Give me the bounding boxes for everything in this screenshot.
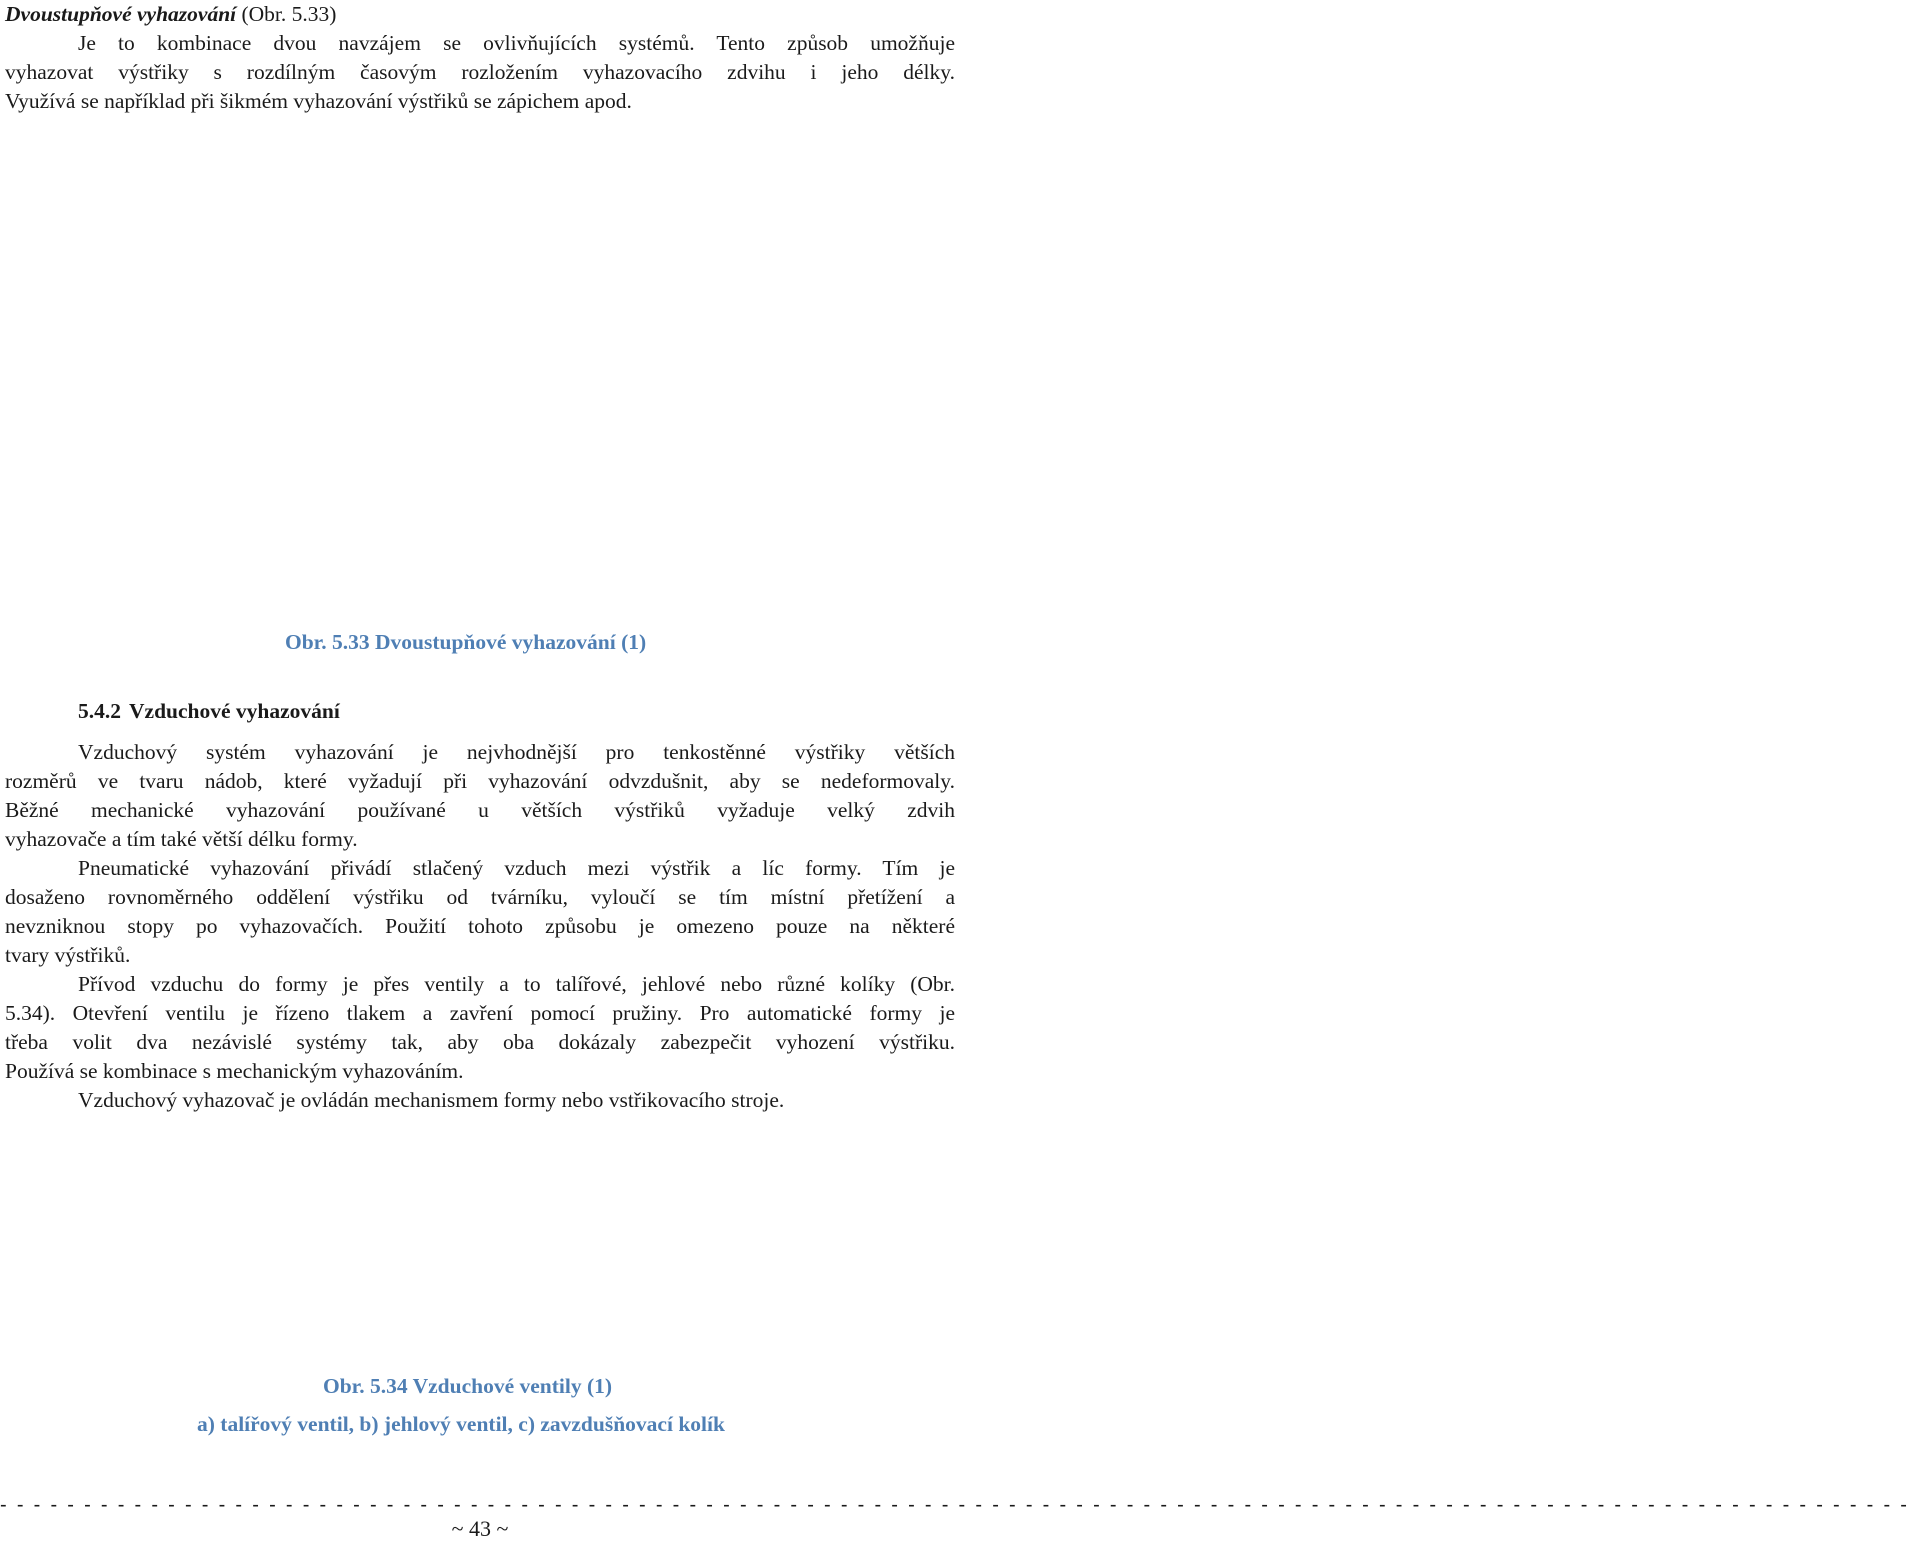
paragraph-line: Je to kombinace dvou navzájem se ovlivňujících systémů. Tento způsob umožňuje	[78, 31, 955, 55]
paragraph-line: Běžné mechanické vyhazování používané u větších výstřiků vyžaduje velký zdvih	[5, 798, 955, 822]
paragraph-line: Vzduchový vyhazovač je ovládán mechanismem formy nebo vstřikovacího stroje.	[78, 1088, 785, 1112]
paragraph-line: 5.34). Otevření ventilu je řízeno tlakem a zavření pomocí pružiny. Pro automatické formy je	[5, 1001, 955, 1025]
figure-5-33-caption: Obr. 5.33 Dvoustupňové vyhazování (1)	[285, 630, 647, 654]
paragraph-line: dosaženo rovnoměrného oddělení výstřiku od tvárníku, vyloučí se tím místní přetížení a	[5, 885, 955, 909]
paragraph-line: třeba volit dva nezávislé systémy tak, aby oba dokázaly zabezpečit vyhození výstřiku.	[5, 1030, 955, 1054]
page-number: ~ 43 ~	[451, 1516, 509, 1541]
paragraph-line: vyhazovače a tím také větší délku formy.	[5, 827, 358, 851]
figure-5-34-image	[0, 1125, 960, 1365]
paragraph-line: Používá se kombinace s mechanickým vyhazováním.	[5, 1059, 464, 1083]
paragraph-line: Využívá se například při šikmém vyhazování výstřiků se zápichem apod.	[5, 89, 632, 113]
figure-5-34-subcaption: a) talířový ventil, b) jehlový ventil, c) zavzdušňovací kolík	[197, 1412, 725, 1436]
paragraph-line: Vzduchový systém vyhazování je nejvhodnější pro tenkostěnné výstřiky větších	[78, 740, 955, 764]
figure-5-33-image	[0, 125, 960, 615]
paragraph-line: nevzniknou stopy po vyhazovačích. Použití tohoto způsobu je omezeno pouze na některé	[5, 914, 955, 938]
paragraph-line: Přívod vzduchu do formy je přes ventily a to talířové, jehlové nebo různé kolíky (Obr.	[78, 972, 955, 996]
section-number: 5.4.2	[78, 699, 121, 723]
section-title: Vzduchové vyhazování	[129, 699, 340, 723]
figure-5-34-caption: Obr. 5.34 Vzduchové ventily (1)	[323, 1374, 613, 1398]
paragraph-line: Pneumatické vyhazování přivádí stlačený vzduch mezi výstřik a líc formy. Tím je	[78, 856, 955, 880]
section-heading-5-4-2	[78, 697, 340, 726]
paragraph-line: rozměrů ve tvaru nádob, které vyžadují při vyhazování odvzdušnit, aby se nedeformovaly.	[5, 769, 955, 793]
section-title: Dvoustupňové vyhazování	[5, 2, 237, 26]
paragraph-line: tvary výstřiků.	[5, 943, 131, 967]
section-figure-ref: (Obr. 5.33)	[236, 2, 337, 26]
footer-dashed-rule: - - - - - - - - - - - - - - - - - - - - - - - - - - - - - - - - - - - - - - - - - - - - - - - - - - - - - - - - - - - - - - - - - - - - - - - - - - - - - - - - - - - - - - - - - - - - - - - - - - - - - - - - - - - - - - - - - -	[0, 1494, 1909, 1516]
paragraph-line: vyhazovat výstřiky s rozdílným časovým rozložením vyhazovacího zdvihu i jeho délky.	[5, 60, 955, 84]
section-heading-dvoustupnove	[5, 0, 336, 29]
